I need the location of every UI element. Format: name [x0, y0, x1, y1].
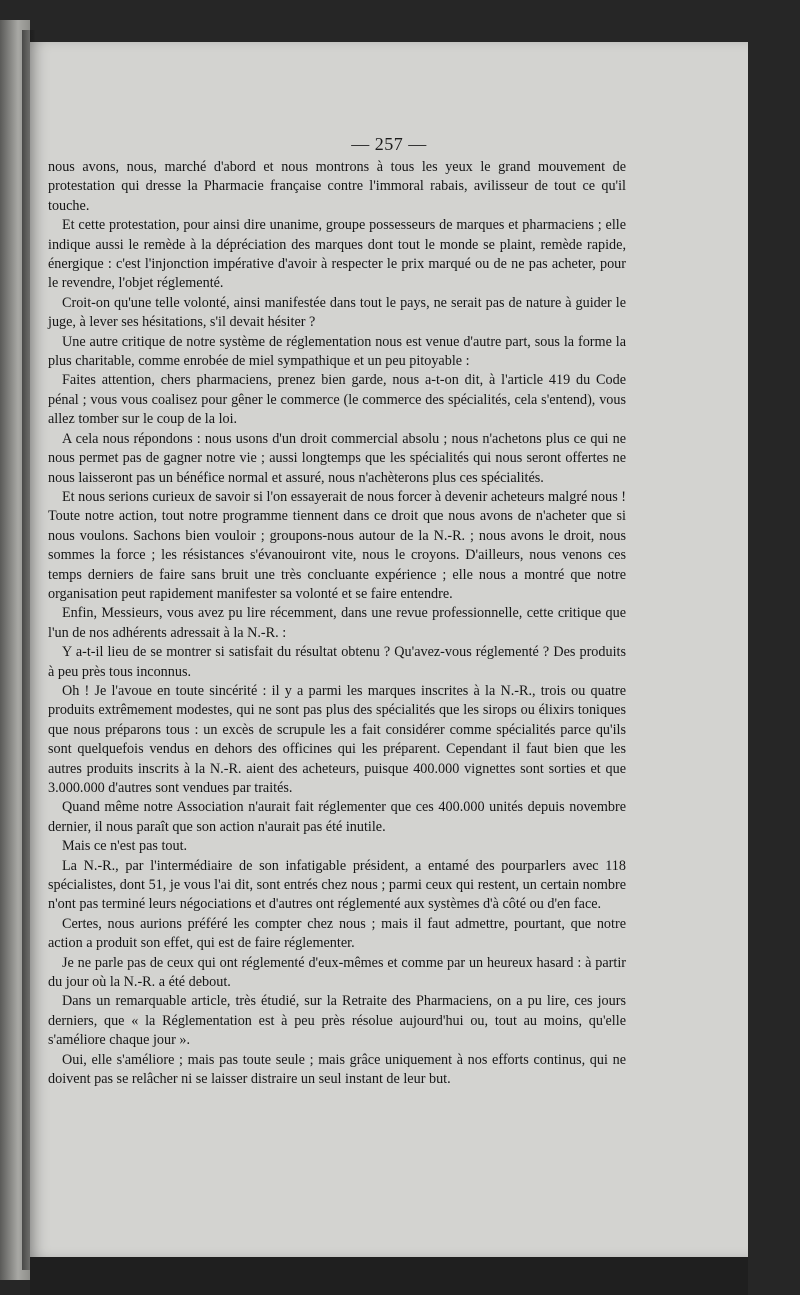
paragraph: Quand même notre Association n'aurait fait réglementer que ces 400.000 unités depuis novembre dernier, il nous paraît que son action n'aurait pas été inutile.: [48, 799, 626, 835]
scan-bottom-margin: [30, 1257, 748, 1295]
paragraph: Une autre critique de notre système de réglementation nous est venue d'autre part, sous la forme la plus charitable, comme enrobée de miel sympathique et un peu pitoyable :: [48, 333, 626, 370]
paragraph: A cela nous répondons : nous usons d'un droit commercial absolu ; nous n'achetons plus ce qui ne nous permet pas de gagner notre vie ; aussi longtemps que les spécialités qui nous seront offertes ne nous laisseront pas un bénéfice normal et assuré, nous n'achèterons plus ces spécialités.: [48, 430, 626, 486]
paragraph: Oh ! Je l'avoue en toute sincérité : il y a parmi les marques inscrites à la N.-R., trois ou quatre produits extrêmement modestes, qui ne sont pas plus des spécialités que les sirops ou élixirs toniques que nous préparons tous : un excès de scrupule les a fait considérer comme spécialités parce qu'ils sont quelquefois vendus en dehors des officines qui les préparent. Cependant il faut bien que les autres produits inscrits à la N.-R. aient des acheteurs, puisque 400.000 vignettes sont sorties et que 3.000.000 d'autres sont vendues par traités.: [48, 682, 626, 796]
paragraph: Dans un remarquable article, très étudié, sur la Retraite des Pharmaciens, on a pu lire, ces jours derniers, que « la Réglementation est à peu près résolue aujourd'hui ou, tout au moins, qu'elle s'améliore chaque jour ».: [48, 993, 626, 1049]
paragraph: Certes, nous aurions préféré les compter chez nous ; mais il faut admettre, pourtant, que notre action a produit son effet, qui est de faire réglementer.: [48, 915, 626, 952]
paragraph: nous avons, nous, marché d'abord et nous montrons à tous les yeux le grand mouvement de protestation qui dresse la Pharmacie française contre l'immoral rabais, avilisseur de tout ce qu'il touche.: [48, 159, 626, 214]
paragraph: Et nous serions curieux de savoir si l'on essayerait de nous forcer à devenir acheteurs malgré nous ! Toute notre action, tout notre programme tiennent dans ce droit que nous avons de n'acheter que si nous voulons. Sachons bien vouloir ; groupons-nous autour de la N.-R. ; nous avons le droit, nous sommes la force ; les résistances s'évanouiront vite, nous le croyons. D'ailleurs, nous venons ces temps derniers de faire sans bruit une très concluante expérience ; elle nous a montré que notre organisation peut rapidement manifester sa volonté et se faire entendre.: [48, 488, 626, 602]
paragraph: La N.-R., par l'intermédiaire de son infatigable président, a entamé des pourparlers avec 118 spécialistes, dont 51, je vous l'ai dit, sont entrés chez nous ; parmi ceux qui restent, un certain nombre n'ont pas terminé leurs négociations et d'autres ont réglementé aux systèmes d'à côté ou d'en face.: [48, 857, 626, 913]
page-number: — 257 —: [351, 134, 427, 154]
paragraph: Faites attention, chers pharmaciens, prenez bien garde, nous a-t-on dit, à l'article 419 du Code pénal ; vous vous coalisez pour gêner le commerce (le commerce des spécialités, cela s'entend), vous allez tomber sur le coup de la loi.: [48, 372, 626, 428]
paragraph: Mais ce n'est pas tout.: [62, 838, 188, 855]
paragraph: Y a-t-il lieu de se montrer si satisfait du résultat obtenu ? Qu'avez-vous réglementé ? Des produits à peu près tous inconnus.: [48, 644, 626, 680]
body-text: [48, 158, 626, 1090]
book-page: [30, 42, 748, 1257]
paragraph: Croit-on qu'une telle volonté, ainsi manifestée dans tout le pays, ne serait pas de nature à guider le juge, à lever ses hésitations, s'il devait hésiter ?: [48, 294, 626, 331]
paragraph: Oui, elle s'améliore ; mais pas toute seule ; mais grâce uniquement à nos efforts continus, qui ne doivent pas se relâcher ni se laisser distraire un seul instant de leur but.: [48, 1051, 626, 1088]
paragraph: Enfin, Messieurs, vous avez pu lire récemment, dans une revue professionnelle, cette critique que l'un de nos adhérents adressait à la N.-R. :: [48, 605, 626, 641]
paragraph: Je ne parle pas de ceux qui ont réglementé d'eux-mêmes et comme par un heureux hasard : à partir du jour où la N.-R. a été debout.: [48, 954, 626, 991]
paragraph: Et cette protestation, pour ainsi dire unanime, groupe possesseurs de marques et pharmaciens ; elle indique aussi le remède à la dépréciation des marques dont tout le monde se plaint, remède rapide, énergique : c'est l'injonction impérative d'avoir à respecter le prix marqué ou de ne pas acheter, pour le revendre, l'objet réglementé.: [48, 217, 626, 292]
